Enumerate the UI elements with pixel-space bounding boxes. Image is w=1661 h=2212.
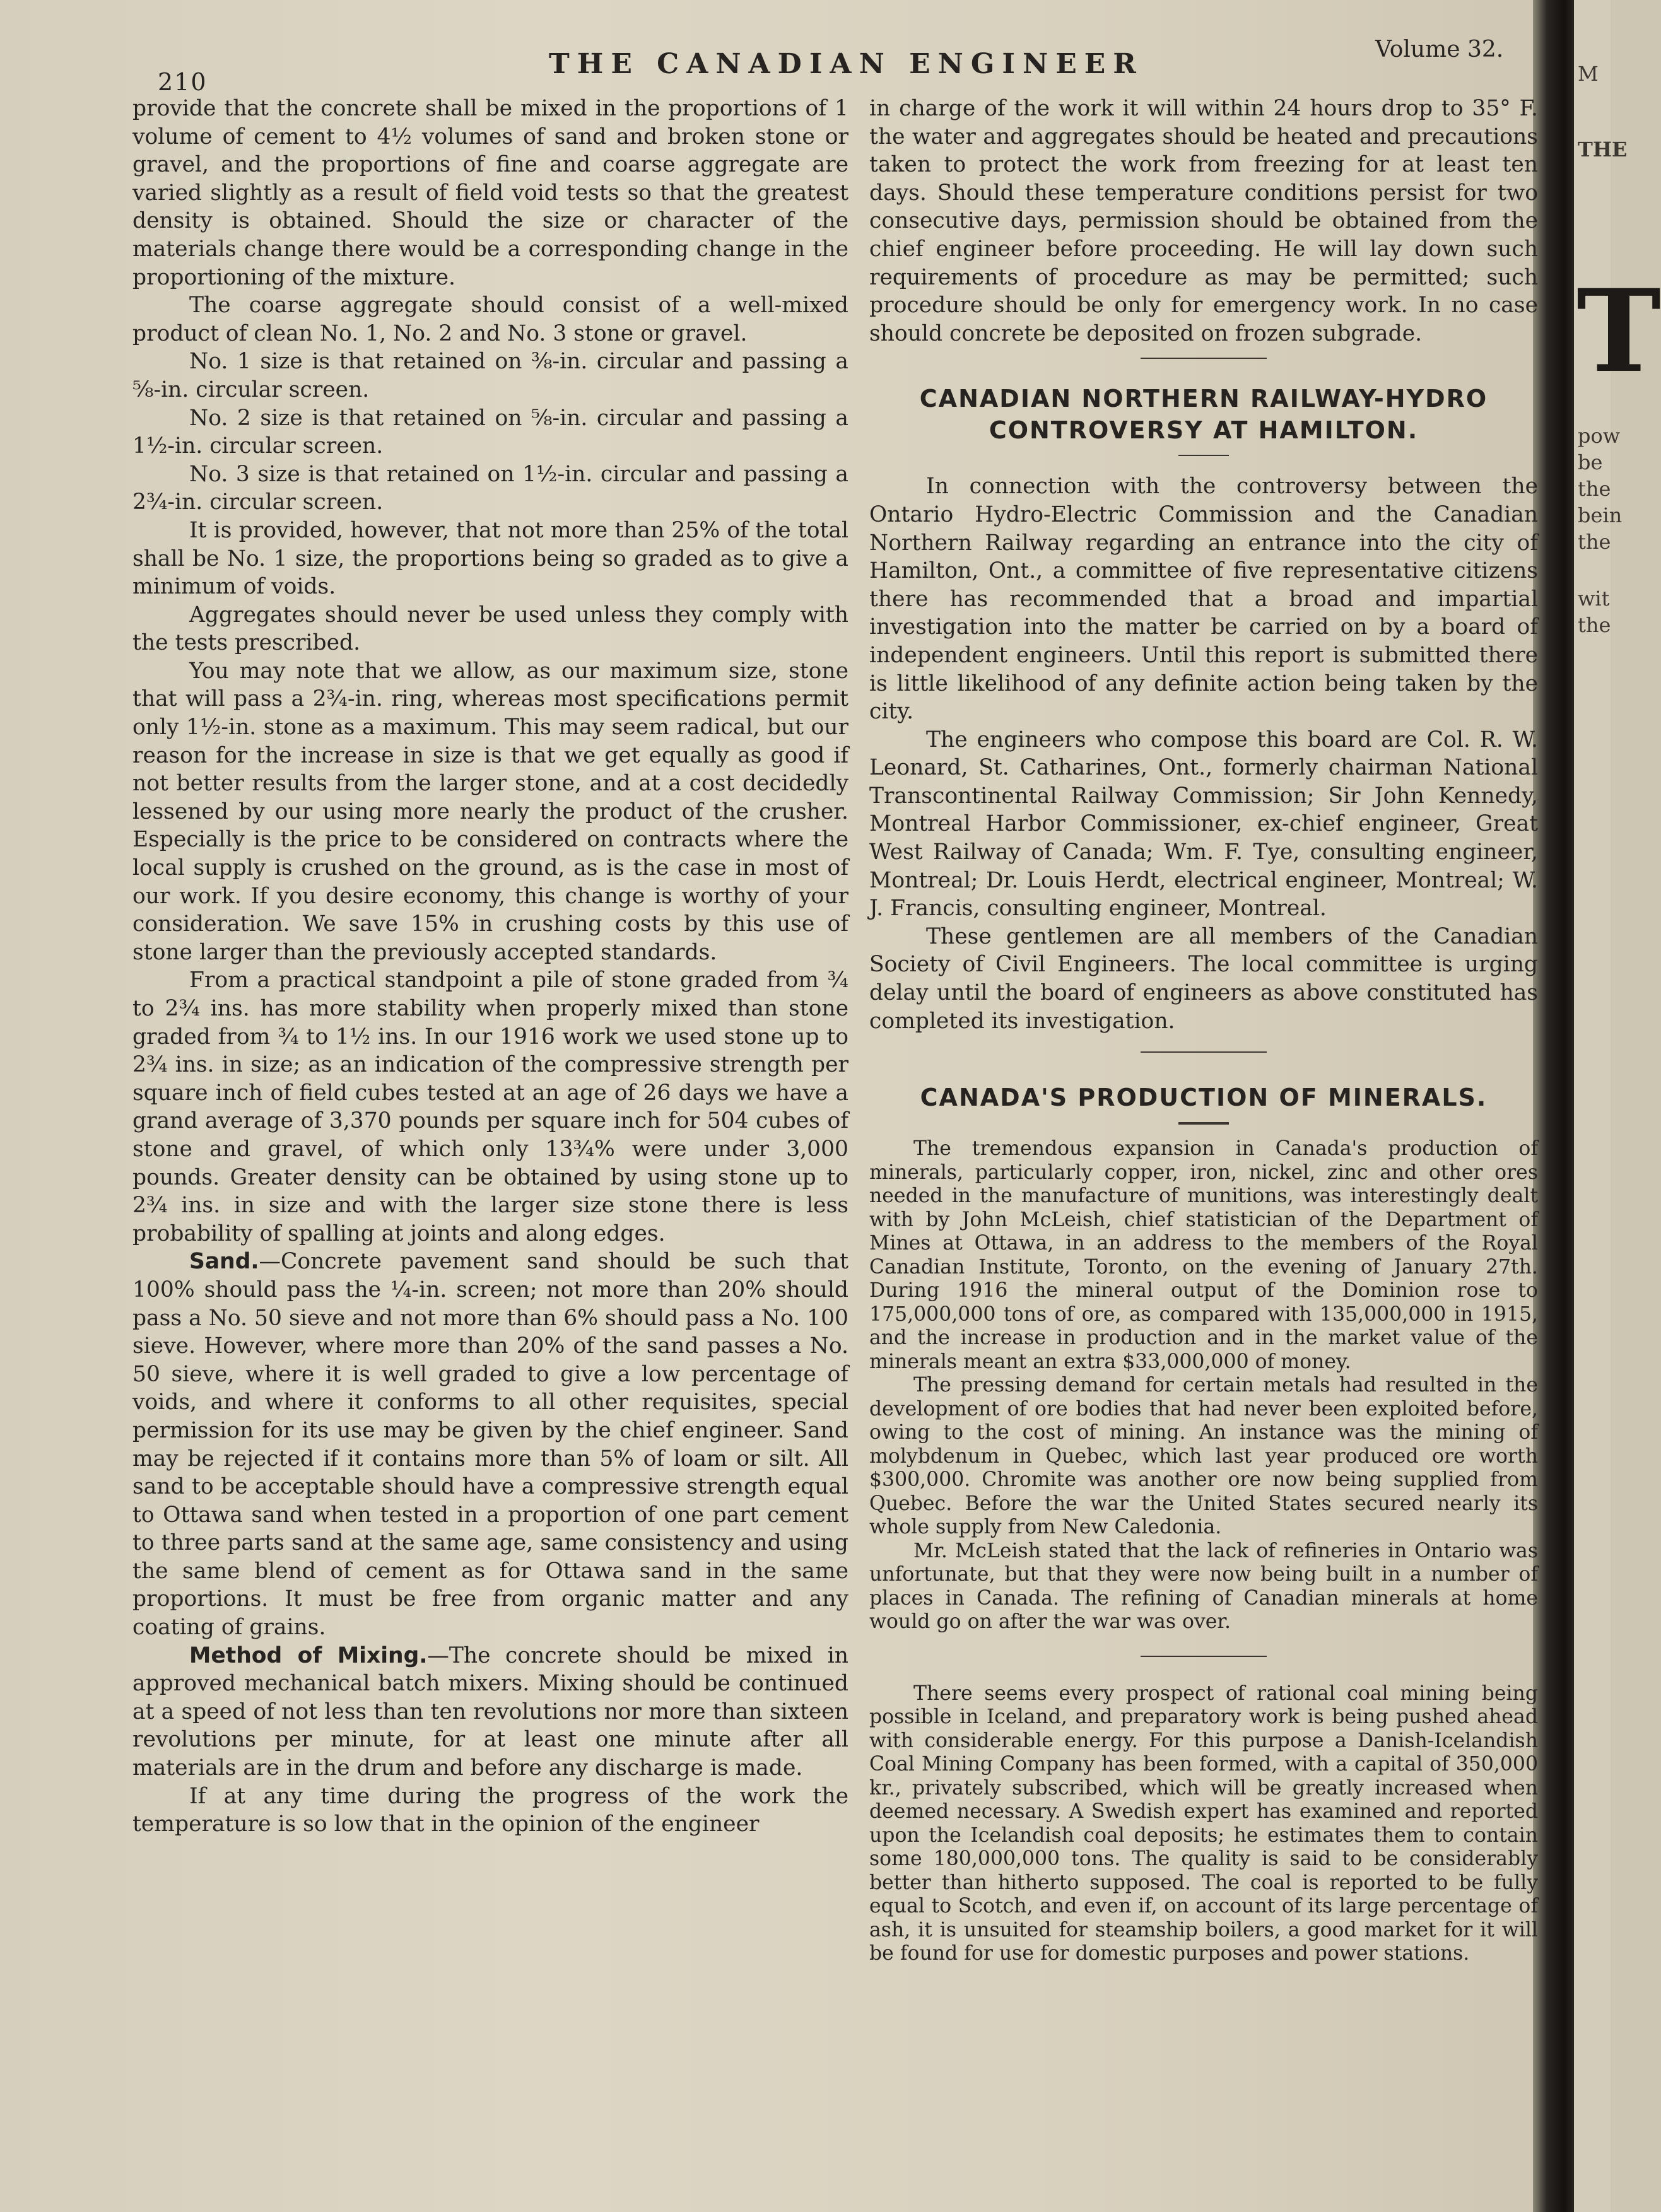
next-page-frag: pow [1578, 424, 1621, 448]
article-body-small [869, 1137, 1538, 1634]
paragraph: No. 1 size is that retained on ⅜-in. circular and passing a ⅝-in. circular screen. [132, 349, 848, 402]
paragraph: The coarse aggregate should consist of a well-mixed product of clean No. 1, No. 2 and No. 3 stone or gravel. [132, 293, 848, 346]
sand-text: —Concrete pavement sand should be such that 100% should pass the ¼-in. screen; not more than 20% should pass a No. 50 sieve and not more than 6% should pass a No. 100 sieve. However, where more than 20% of the sand passes a No. 50 sieve, where it is well graded to give a low percentage of voids, and where it conforms to all other requisites, special permission for its use may be given by the chief engineer. Sand may be rejected if it contains more than 5% of loam or silt. All sand to be acceptable should have a compressive strength equal to Ottawa sand when tested in a proportion of one part cement to three parts sand at the same age, same consistency and using the same blend of cement as for Ottawa sand in the same proportions. It must be free from organic matter and any coating of grains. [132, 1249, 848, 1641]
paragraph: Mr. McLeish stated that the lack of refineries in Ontario was unfortunate, but that they were now being built in a number of places in Canada. The refining of Canadian minerals at home would go on after the war was over. [869, 1539, 1538, 1634]
section-divider [1141, 358, 1267, 359]
paragraph: It is provided, however, that not more than 25% of the total shall be No. 1 size, the proportions being so graded as to give a minimum of voids. [132, 517, 848, 600]
paragraph: No. 3 size is that retained on 1½-in. circular and passing a 2¾-in. circular screen. [132, 461, 848, 515]
mixing-heading: Method of Mixing. [189, 1642, 428, 1668]
paragraph: Aggregates should never be used unless they comply with the tests prescribed. [132, 602, 848, 656]
running-head [0, 33, 1551, 96]
headline-rule [1178, 455, 1229, 456]
section-divider [1141, 1051, 1267, 1053]
next-page-frag: bein [1578, 503, 1623, 527]
continuation-paragraph: in charge of the work it will within 24 hours drop to 35° F. the water and aggregates should be heated and precautions taken to protect the work from freezing for at least ten days. Should these temperature conditions persist for two consecutive days, permission should be obtained from the chief engineer before proceeding. He will lay down such requirements of procedure as may be permitted; such procedure should be only for emergency work. In no case should concrete be deposited on frozen subgrade. [869, 96, 1538, 346]
paragraph: If at any time during the progress of the work the temperature is so low that in the opinion of the engineer [132, 1783, 848, 1837]
paragraph: In connection with the controversy between the Ontario Hydro-Electric Commission and the Canadian Northern Railway regarding an entrance into the city of Hamilton, Ont., a committee of five representative citizens there has recommended that a broad and impartial investigation into the matter be carried on by a board of independent engineers. Until this report is submitted there is little likelihood of any definite action being taken by the city. [869, 474, 1538, 725]
mixing-text: —The concrete should be mixed in approved mechanical batch mixers. Mixing should be continued at a speed of not less than ten revolutions nor more than sixteen revolutions per minute, for at least one minute after all materials are in the drum and before any discharge is made. [132, 1642, 848, 1781]
article-body-small [869, 1682, 1538, 1966]
paragraph: No. 2 size is that retained on ⅝-in. circular and passing a 1½-in. circular screen. [132, 405, 848, 459]
next-page-frag: wit [1578, 587, 1610, 611]
sand-heading: Sand. [189, 1249, 259, 1275]
headline-rule [1178, 1122, 1229, 1125]
article-headline: CANADA'S PRODUCTION OF MINERALS. [920, 1084, 1488, 1112]
next-page-frag: THE [1578, 138, 1628, 161]
paragraph: These gentlemen are all members of the Canadian Society of Civil Engineers. The local committee is urging delay until the board of engineers as above constituted has completed its investigation. [869, 923, 1538, 1034]
adjacent-page-fragment [1574, 0, 1661, 2212]
next-page-frag: be [1578, 450, 1603, 474]
sand-paragraph [132, 1248, 848, 1641]
section-divider [1141, 1656, 1267, 1657]
paragraph: provide that the concrete shall be mixed in the proportions of 1 volume of cement to 4½ volumes of sand and broken stone or gravel, and the proportions of fine and coarse aggregate are varied slightly as a result of field void tests so that the greatest density is obtained. Should the size or character of the materials change there would be a corresponding change in the proportioning of the mixture. [132, 96, 848, 290]
page-number: 210 [158, 68, 208, 96]
next-page-frag: the [1578, 613, 1611, 637]
mixing-paragraph [132, 1642, 848, 1782]
next-page-frag: the [1578, 477, 1611, 501]
paragraph: From a practical standpoint a pile of stone graded from ¾ to 2¾ ins. has more stability when properly mixed than stone graded from ¾ to 1½ ins. In our 1916 work we used stone up to 2¾ ins. in size; as an indication of the compressive strength per square inch of field cubes tested at an age of 26 days we have a grand average of 3,370 pounds per square inch for 504 cubes of stone and gravel, of which only 13¾% were under 3,000 pounds. Greater density can be obtained by using stone up to 2¾ ins. in size and with the larger size stone there is less probability of spalling at joints and along edges. [132, 968, 848, 1246]
volume-label: Volume 32. [1375, 37, 1504, 62]
paragraph: The tremendous expansion in Canada's production of minerals, particularly copper, iron, nickel, zinc and other ores needed in the manufacture of munitions, was interestingly dealt with by John McLeish, chief statistician of the Department of Mines at Ottawa, in an address to the members of the Royal Canadian Institute, Toronto, on the evening of January 27th. During 1916 the mineral output of the Dominion rose to 175,000,000 tons of ore, as compared with 135,000,000 in 1915, and the increase in production and in the market value of the minerals meant an extra $33,000,000 of money. [869, 1137, 1538, 1373]
next-page-drop-cap: T [1576, 265, 1661, 398]
paragraph: You may note that we allow, as our maximum size, stone that will pass a 2¾-in. ring, whereas most specifications permit only 1½-in. stone as a maximum. This may seem radical, but our reason for the increase in size is that we get equally as good if not better results from the larger stone, and at a cost decidedly lessened by our using more nearly the product of the crusher. Especially is the price to be considered on contracts where the local supply is crushed on the ground, as is the case in most of our work. If you desire economy, this change is worthy of your consideration. We save 15% in crushing costs by this use of stone larger than the previously accepted standards. [132, 658, 848, 965]
article-headline: CONTROVERSY AT HAMILTON. [989, 416, 1419, 445]
right-column [869, 95, 1538, 1966]
next-page-frag: M [1578, 62, 1599, 86]
journal-title: THE CANADIAN ENGINEER [549, 48, 1144, 80]
paragraph: There seems every prospect of rational coal mining being possible in Iceland, and preparatory work is being pushed ahead with considerable energy. For this purpose a Danish-Icelandish Coal Mining Company has been formed, with a capital of 350,000 kr., privately subscribed, which will be greatly increased when deemed necessary. A Swedish expert has examined and reported upon the Icelandish coal deposits; he estimates them to contain some 180,000,000 tons. The quality is said to be considerably better than hitherto supposed. The coal is reported to be fully equal to Scotch, and even if, on account of its large percentage of ash, it is unsuited for steamship boilers, a good market for it will be found for use for domestic purposes and power stations. [869, 1682, 1538, 1965]
next-page-frag: the [1578, 530, 1611, 554]
paragraph: The pressing demand for certain metals had resulted in the development of ore bodies that had never been exploited before, owing to the cost of mining. An instance was the mining of molybdenum in Quebec, which last year produced ore worth $300,000. Chromite was another ore now being supplied from Quebec. Before the war the United States secured nearly its whole supply from New Caledonia. [869, 1374, 1538, 1539]
left-column [132, 95, 848, 1839]
article-headline: CANADIAN NORTHERN RAILWAY-HYDRO [919, 385, 1488, 413]
paragraph: The engineers who compose this board are Col. R. W. Leonard, St. Catharines, Ont., formerly chairman National Transcontinental Railway Commission; Sir John Kennedy, Montreal Harbor Commissioner, ex-chief engineer, Great West Railway of Canada; Wm. F. Tye, consulting engineer, Montreal; Dr. Louis Herdt, electrical engineer, Montreal; W. J. Francis, consulting engineer, Montreal. [869, 727, 1538, 922]
